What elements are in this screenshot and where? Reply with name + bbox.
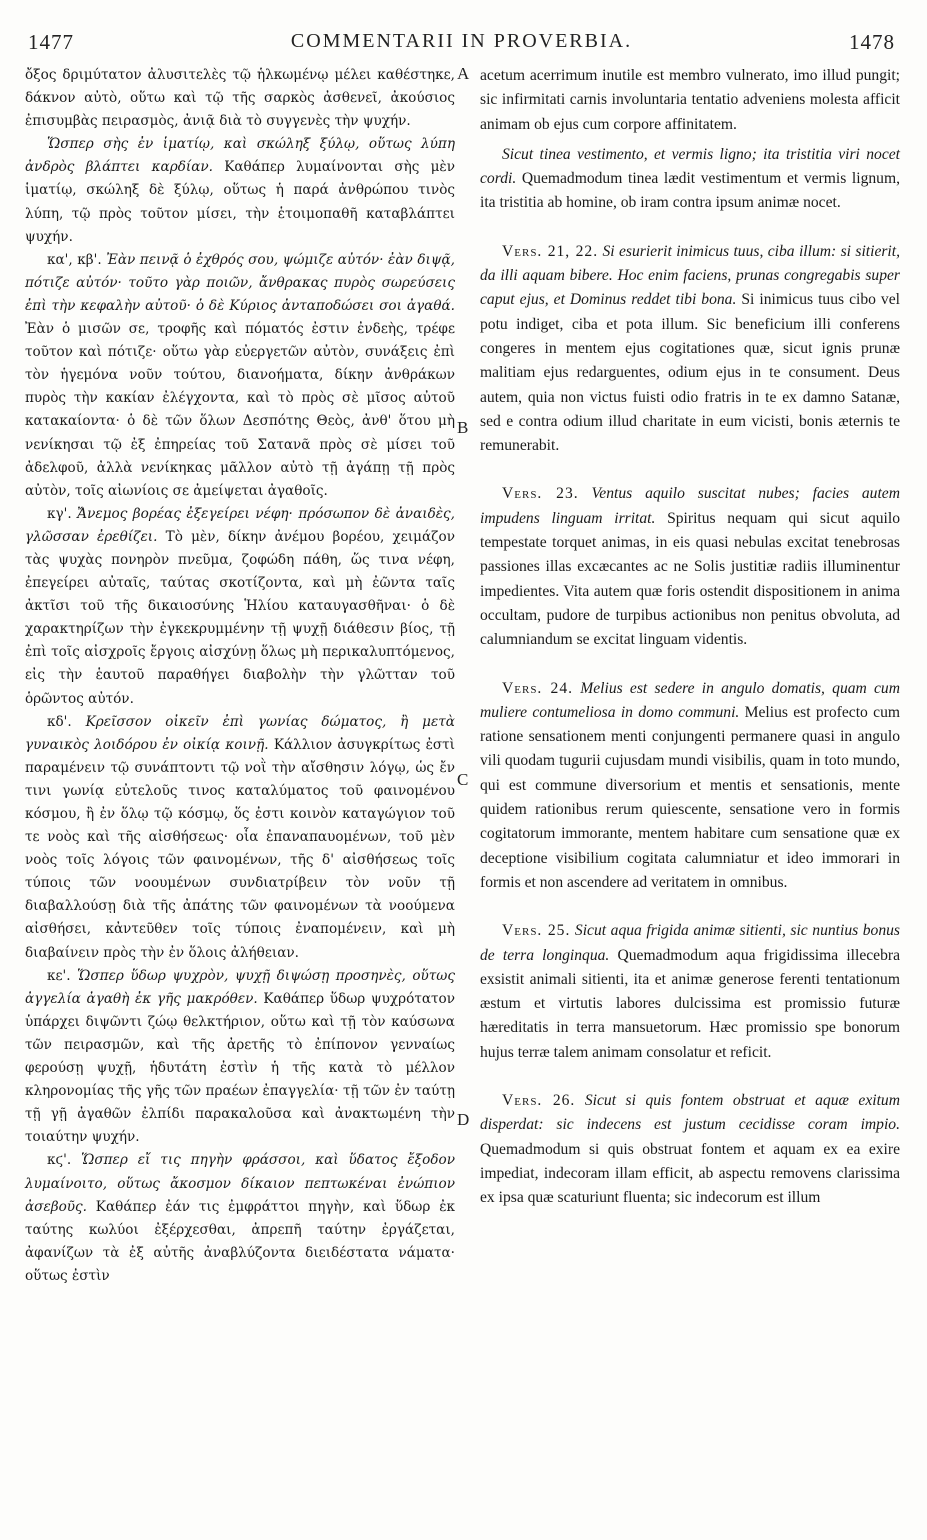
latin-lemma: Sicut aqua frigida animæ sitienti, sic nuntius bonus de terra longinqua. xyxy=(480,922,900,964)
latin-verse-number: Vers. 21, 22. xyxy=(502,242,599,260)
latin-verse-number: Vers. 26. xyxy=(502,1091,576,1109)
latin-text: acetum acerrimum inutile est membro vulnerato, imo illud pungit; sic infirmitati carnis involuntaria tentatio adveniens molesta afficit animam ob ejus cum corpore affinitatem. xyxy=(480,67,900,133)
greek-text: Καθάπερ ἐάν τις ἐμφράττοι πηγὴν, καὶ ὕδωρ ἐκ ταύτης κωλύοι ἐξέρχεσθαι, ἀπρεπῆ ταύτην ἐργάζεται, ἀφανίζων τὰ ἐξ αὐτῆς ἀναβλύζοντα διειδέστατα νάματα· οὕτως ἐστὶν xyxy=(25,1198,455,1284)
latin-paragraph xyxy=(480,1089,900,1210)
latin-paragraph xyxy=(480,677,900,896)
margin-marker-c: C xyxy=(457,770,469,789)
greek-text: ὄξος δριμύτατον ἀλυσιτελὲς τῷ ἡλκωμένῳ μέλει καθέστηκε, δάκνον αὐτὸ, οὕτω καὶ τῷ τῆς σαρκὸς ἀσθενεῖ, ἀκούσιος ἐπισυμβὰς πειρασμὸς, ἀνιᾷ διὰ τὸ συγγενὲς τὴν ψυχήν. xyxy=(25,67,455,130)
latin-paragraph xyxy=(480,64,900,137)
latin-lemma: Ventus aquilo suscitat nubes; facies autem impudens linguam irritat. xyxy=(480,485,900,527)
greek-text: Κάλλιον ἀσυγκρίτως ἐστὶ παραμένειν τῷ συνάπτοντι τῷ νοῒ τὴν αἴσθησιν λόγῳ, ὡς ἔν τινι γωνίᾳ εὐτελοῦς τινος καταλύματος τοῦ φαινομένου κόσμου, ἢ ἐν ὅλῳ τῷ κόσμῳ, ὅς ἐστι κοινὸν καταγώγιον τοῦ τε νοὸς καὶ τῆς αἰσθήσεως· οἷα ἐπαναπαυομένων, τοῦ μὲν νοὸς τοῖς λόγοις τῶν φαινομένων, τῆς δ' αἰσθήσεως τοῖς τύποις τῶν νοουμένων συνδιατρίβειν τὸν νοῦν τῇ διαβαλλούσῃ διὰ τῆς ἀπάτης τῶν φαινομένων τὰ νοούμενα αἰσθήσει, κἀντεῦθεν τοῖς τύποις ἐναπομένειν, καὶ μὴ διαβαίνειν πρὸς τὴν ἐν ὅλοις ἀλήθειαν. xyxy=(25,736,456,961)
latin-paragraph xyxy=(480,143,900,216)
greek-verse-number: κδ'. xyxy=(47,713,72,730)
latin-paragraph xyxy=(480,919,900,1065)
greek-column xyxy=(25,64,455,1288)
greek-paragraph xyxy=(25,133,455,248)
latin-verse-number: Vers. 23. xyxy=(502,485,579,503)
latin-paragraph xyxy=(480,482,900,652)
latin-lemma: Si esurierit inimicus tuus, ciba illum: si sitierit, da illi aquam bibere. Hoc enim faciens, prunas congregabis super caput ejus, et Dominus reddet tibi bona. xyxy=(480,242,900,309)
greek-lemma: Κρεῖσσον οἰκεῖν ἐπὶ γωνίας δώματος, ἢ μετὰ γυναικὸς λοιδόρου ἐν οἰκίᾳ κοινῇ. xyxy=(25,713,455,753)
latin-lemma: Sicut si quis fontem obstruat et aquæ exitum disperdat: sic indecens est justum cecidisse coram impio. xyxy=(480,1091,900,1134)
greek-paragraph xyxy=(25,965,455,1150)
latin-paragraph xyxy=(480,240,900,459)
greek-paragraph xyxy=(25,1149,455,1288)
latin-verse-number: Vers. 25. xyxy=(502,922,571,940)
margin-marker-b: B xyxy=(457,418,469,437)
greek-text: Καθάπερ ὕδωρ ψυχρότατον ὑπάρχει διψῶντι ζώῳ θελκτήριον, οὕτω καὶ τῇ τὸν καύσωνα τῶν πειρασμῶν, καὶ τῆς ἀρετῆς τὸ ἐπίπονον γενναίως φερούσῃ ψυχῇ, ἡδυτάτη ἐστὶν ἡ τῆς κατὰ τὸ μέλλον κληρονομίας τῆς γῆς τῶν πραέων ἐπαγγελία· τῇ τῶν ἐν ταύτῃ τῇ γῇ ἀγαθῶν ἐλπίδι παρακαλοῦσα καὶ ἀνακτωμένη τὴν τοιαύτην ψυχήν. xyxy=(25,990,455,1146)
latin-text: Quemadmodum si quis obstruat fontem et aquam ex ea exire impediat, indecoram illam efficit, ab aspectu removens clarissima ex ipsa quæ scaturiunt fluenta; sic indecorum est illum xyxy=(480,1140,900,1207)
running-header xyxy=(28,30,895,58)
greek-lemma: Ὥσπερ ὕδωρ ψυχρὸν, ψυχῇ διψώσῃ προσηνὲς, οὕτως ἀγγελία ἀγαθὴ ἐκ γῆς μακρόθεν. xyxy=(25,967,455,1007)
greek-text: Καθάπερ λυμαίνονται σὴς μὲν ἱματίῳ, σκώληξ δὲ ξύλῳ, οὕτως ἡ παρά ἀνθρώπου τινὸς λύπη, τῷ πρὸς τοῦτον μίσει, τὴν ἑτοιμοπαθῆ καταβλάπτει ψυχήν. xyxy=(25,159,455,245)
greek-verse-number: κε'. xyxy=(47,967,71,984)
greek-verse-number: κϛ'. xyxy=(47,1152,72,1169)
greek-paragraph xyxy=(25,711,455,965)
latin-column xyxy=(480,64,900,1234)
latin-text: Quemadmodum tinea lædit vestimentum et vermis lignum, ita tristitia ab homine, ob iram contra ipsum animæ nocet. xyxy=(480,170,900,212)
latin-text: Quemadmodum aqua frigidissima illecebra exsistit animali sitienti, ita et animæ generose ferenti tentationum æstum et virtutis labores dulcissima est promissio futuræ hæreditatis in terra mansuetorum. Hæc promissio spe bonorum hujus terræ talem animam consolatur et reficit. xyxy=(480,946,900,1061)
latin-text: Melius est profecto cum ratione sensationem menti conjungenti permanere quasi in angulo vili quodam tugurii cujusdam mundi visibilis, quam in toto mundo, qui est commune diversorium et mentis et sensationis, mente quidem rationibus rerum quiescente, sensatione vero in formis cogitatorum immorante, mentem habitare cum sensatione quæ ex deceptione visibilium cogitata calumniatur et ideo immorari in formis et non ascendere ad veritatem in omnibus. xyxy=(480,703,900,891)
greek-lemma: Ἐὰν πεινᾷ ὁ ἐχθρός σου, ψώμιζε αὐτόν· ἐὰν διψᾷ, πότιζε αὐτόν· τοῦτο γὰρ ποιῶν, ἄνθρακας πυρὸς σωρεύσεις ἐπὶ τὴν κεφαλὴν αὐτοῦ· ὁ δὲ Κύριος ἀνταποδώσει σοι ἀγαθά. xyxy=(25,251,456,314)
greek-text: Τὸ μὲν, δίκην ἀνέμου βορέου, χειμάζον τὰς ψυχὰς πονηρὸν πνεῦμα, ζοφώδη πάθη, ὥς τινα νέφη, ἐπεγείρει αὐταῖς, ταύτας σκοτίζοντα, καὶ μὴ ἐῶντα ταῖς ἀκτῖσι τοῦ τῆς δικαιοσύνης Ἡλίου καταυγασθῆναι· ὁ δὲ χαρακτηρίζων τὴν ἐγκεκρυμμένην τῇ ψυχῇ διάθεσιν βίος, τῇ ἐπὶ τοῖς αἰσχροῖς ἔργοις αἰσχύνῃ ὅλως μὴ περικαλυπτόμενος, εἰς τὴν ἑαυτοῦ παραθήγει διαβολὴν τὴν γλῶτταν τοῦ ὁρῶντος αὐτόν. xyxy=(25,528,455,707)
greek-verse-number: κα', κβ'. xyxy=(47,251,102,268)
greek-text: Ἐὰν ὁ μισῶν σε, τροφῆς καὶ πόματός ἐστιν ἐνδεὴς, τρέφε τοῦτον καὶ πότιζε· οὕτω γὰρ εὐεργετῶν αὐτὸν, συνάξεις ἐπὶ τὸν ἡγεμόνα νοῦν τούτου, διανοήματα, δίκην ἀνθράκων πυρὸς τὴν κακίαν ἐλέγχοντα, καὶ τὸ πρὸς σὲ μῖσος αὐτοῦ κατακαίοντα· ὁ δὲ τῶν ὅλων Δεσπότης Θεὸς, ἀνθ' ὅτου μὴ νενίκησαι τῷ ἐξ ἐπηρείας τοῦ Σατανᾶ πρὸς σὲ μίσει τοῦ ἀδελφοῦ, ἀλλὰ νενίκηκας μᾶλλον αὐτὸ τῇ ἀγάπῃ τῇ πρὸς αὐτὸν, τοῖς αἰωνίοις σε ἀμείψεται ἀγαθοῖς. xyxy=(25,321,455,499)
greek-lemma: Ὥσπερ σὴς ἐν ἱματίῳ, καὶ σκώληξ ξύλῳ, οὕτως λύπη ἀνδρὸς βλάπτει καρδίαν. xyxy=(25,136,455,176)
latin-lemma: Sicut tinea vestimento, et vermis ligno; ita tristitia viri nocet cordi. xyxy=(480,145,900,188)
latin-text: Spiritus nequam qui sicut aquilo tempestate torquet animas, in eis quasi nebulas excitat tenebrosas passiones illas excæcantes ac ne Solis justitiæ radiis illuminentur impedientes. Vita autem quæ foris ostendit dispositionem in anima occultam, pudore de turpibus actionibus non penitus obvoluta, ad calumniandum se excitat linguam videntis. xyxy=(480,509,901,649)
greek-verse-number: κγ'. xyxy=(47,505,72,522)
margin-marker-d: D xyxy=(457,1110,470,1129)
page-number-left: 1477 xyxy=(28,30,74,54)
running-title: COMMENTARII IN PROVERBIA. xyxy=(290,30,633,52)
greek-paragraph xyxy=(25,249,455,503)
greek-lemma: Ἄνεμος βορέας ἐξεγείρει νέφη· πρόσωπον δὲ ἀναιδὲς, γλῶσσαν ἐρεθίζει. xyxy=(25,505,455,545)
latin-verse-number: Vers. 24. xyxy=(502,679,574,697)
greek-paragraph xyxy=(25,503,455,711)
margin-marker-a: A xyxy=(457,64,470,83)
latin-text: Si inimicus tuus cibo vel potu indiget, ciba et pota illum. Sic beneficium illi conferens congeres in mentem ejus cogitationes quæ, sicut ignis prunæ malitiam ejus redarguentes, odium ejus in te consument. Deus autem, quia non victus fuisti odio fratris in te ex damno Satanæ, sed e contra odium illud charitate in eum vicisti, bonis æternis te remunerabit. xyxy=(480,291,900,455)
greek-lemma: Ὥσπερ εἴ τις πηγὴν φράσσοι, καὶ ὕδατος ἔξοδον λυμαίνοιτο, οὕτως ἄκοσμον δίκαιον πεπτωκέναι ἐνώπιον ἀσεβοῦς. xyxy=(25,1152,455,1215)
latin-lemma: Melius est sedere in angulo domatis, quam cum muliere contumeliosa in domo communi. xyxy=(480,679,900,721)
greek-paragraph xyxy=(25,64,455,133)
page-number-right: 1478 xyxy=(849,30,895,54)
